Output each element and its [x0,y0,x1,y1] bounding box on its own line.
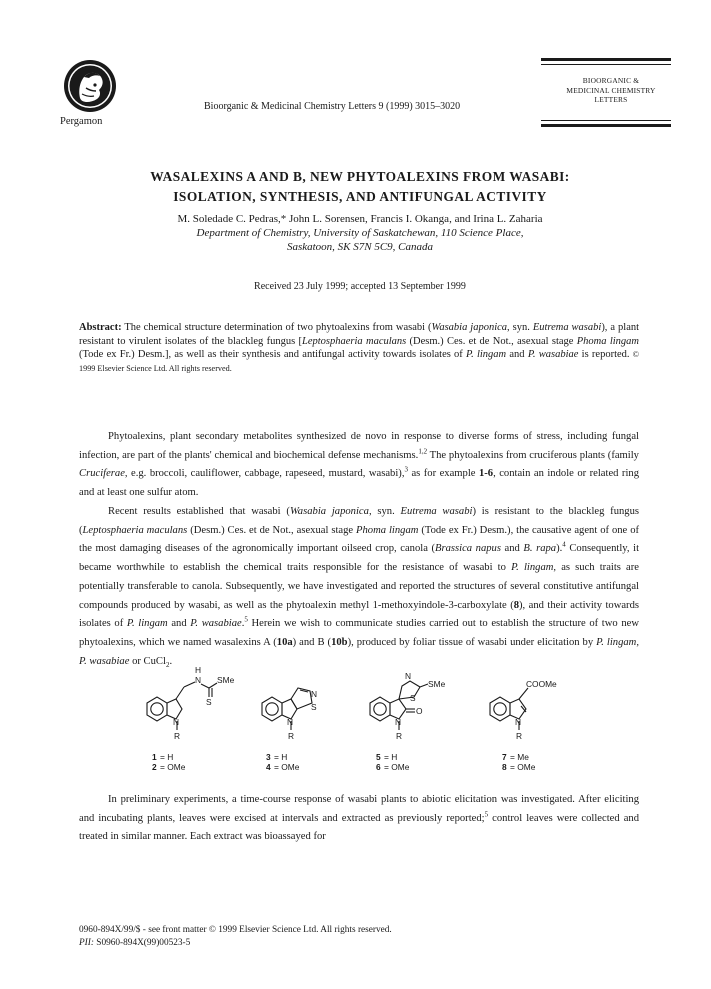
compound-substituent: = OMe [384,762,410,772]
atom-label: COOMe [526,679,557,689]
brand-line: MEDICINAL CHEMISTRY [566,85,656,95]
compound-number: 8 [502,762,507,772]
body-paragraph-3: In preliminary experiments, a time-course response of wasabi plants to abiotic elicitation was investigated. After eliciting and incubating plants, leaves were excised at intervals and extracted as previously reported;$^5$ control leaves were collected and treated in similar manner. Each extract was bioassayed for [79,794,640,843]
pergamon-head-icon [62,58,118,114]
atom-label: N [395,717,402,727]
structure-7-8 [490,679,557,741]
citation: 1,2 [418,447,428,456]
atom-label: R [516,731,523,741]
atom-label: N [405,671,412,681]
citation: 5 [244,615,248,624]
abstract: Abstract: The chemical structure determination of two phytoalexins from wasabi (Wasabia japonica, syn. Eutrema wasabi), a plant resistant to virulent isolates of the blackleg fungus [Leptosphaeria maculans (Desm.) Ces. et de Not., asexual stage Phoma lingam (Tode ex Fr.) Desm.], as well as their synthesis and antifungal activity towards isolates of P. lingam and P. wasabiae is reported. © 1999 Elsevier Science Ltd. All rights reserved. [79,322,640,373]
footer-pii [79,937,392,950]
atom-label: S [311,702,317,712]
atom-label: S [206,697,212,707]
header-rule-bottom-thin [541,120,671,121]
citation: 3 [404,465,408,474]
header-rule-bottom [541,124,671,127]
pergamon-logo [62,58,118,114]
compound-ref: 1-6 [478,468,494,480]
brand-line: BIOORGANIC & [582,76,640,85]
compound-labels [152,752,536,772]
received-dates: Received 23 July 1999; accepted 13 September 1999 [254,281,466,292]
citation: 5 [484,810,489,819]
compound-number: 2 [152,762,157,772]
body-paragraph-2: Recent results established that wasabi (Wasabia japonica, syn. Eutrema wasabi) is resistant to the blackleg fungus (Leptosphaeria maculans (Desm.) Ces. et de Not., asexual stage Phoma lingam (Tode ex Fr.) Desm.), the causative agent of one of the most damaging diseases of the agronomically important oilseed crop, canola (Brassica napus and B. rapa).$^4$ Consequently, it became worthwhile to establish the chemical traits responsible for the resistance of wasabi to P. lingam, as such traits are potentially transferable to canola. Subsequently, we have investigated and reported the structures of several constitutive antifungal compounds produced by wasabi, as well as the phytoalexin methyl 1-methoxyindole-3-carboxylate (8), and their activity towards isolates of P. lingam and P. wasabiae.$^5$ Herein we wish to communicate studies carried out to establish the structure of two new phytoalexins, which we named wasalexins A (10a) and B (10b), produced by foliar tissue of wasabi under elicitation by P. lingam, P. wasabiae or CuCl$_2$. [79,506,640,669]
structure-1-2 [147,666,235,741]
compound-ref: 10a [276,636,293,648]
compound-substituent: = H [384,752,398,762]
compound-substituent: = Me [510,752,529,762]
body-paragraph-1: Phytoalexins, plant secondary metabolites synthesized de novo in response to diverse forms of stress, including fungal infection, are part of the plants' chemical and biochemical defense mechanisms.$^{1,2}$ The phytoalexins from cruciferous plants (family Cruciferae, e.g. broccoli, cauliflower, cabbage, rapeseed, mustard, wasabi),$^3$ as for example 1-6, contain an indole or related ring and at least one sulfur atom. [79,431,640,499]
compound-substituent: = OMe [160,762,186,772]
page-footer [79,924,392,949]
footer-copyright: 0960-894X/99/$ - see front matter © 1999 Elsevier Science Ltd. All rights reserved. [79,925,392,935]
compound-ref: 10b [331,636,348,648]
compound-ref: 8 [513,599,520,611]
affiliation [60,226,660,254]
author-list: M. Soledade C. Pedras,* John L. Sorensen, Francis I. Okanga, and Irina L. Zaharia [177,213,543,225]
article-title [60,167,660,207]
compound-number: 1 [152,752,157,762]
affiliation-line: Department of Chemistry, University of Saskatchewan, 110 Science Place, [196,227,524,239]
compound-number: 5 [376,752,381,762]
atom-label: H [195,666,202,675]
publisher-name: Pergamon [60,116,103,127]
abstract-label: Abstract: [79,322,122,333]
title-line: ISOLATION, SYNTHESIS, AND ANTIFUNGAL ACTIVITY [173,189,547,204]
atom-label: S [410,693,416,703]
atom-label: R [174,731,181,741]
atom-label: N [173,717,180,727]
atom-label: N [195,675,202,685]
atom-label: N [515,717,522,727]
header-rule-top [541,58,671,61]
chemical-structures [140,666,580,778]
header-rule-top-thin [541,64,671,65]
compound-number: 4 [266,762,271,772]
atom-label: N [287,717,294,727]
atom-label: O [416,706,423,716]
compound-substituent: = H [160,752,174,762]
affiliation-line: Saskatoon, SK S7N 5C9, Canada [286,241,434,253]
compound-substituent: = OMe [510,762,536,772]
compound-substituent: = H [274,752,288,762]
compound-number: 7 [502,752,507,762]
journal-citation: Bioorganic & Medicinal Chemistry Letters 9 (1999) 3015–3020 [204,101,461,112]
compound-number: 6 [376,762,381,772]
compound-number: 3 [266,752,271,762]
structure-3-4 [262,688,317,741]
atom-label: R [396,731,403,741]
journal-brand [546,76,676,105]
pii-label: PII: [79,937,94,948]
atom-label: N [311,689,318,699]
atom-label: R [288,731,295,741]
pii-value: S0960-894X(99)00523-5 [93,937,191,948]
citation: 4 [562,540,566,549]
atom-label: SMe [428,679,446,689]
atom-label: SMe [217,675,235,685]
abstract-copyright: © 1999 Elsevier Science Ltd. All rights reserved. [79,350,639,373]
compound-substituent: = OMe [274,762,300,772]
title-line: WASALEXINS A AND B, NEW PHYTOALEXINS FROM WASABI: [150,169,570,184]
structure-5-6 [370,671,446,741]
brand-line: LETTERS [594,95,628,104]
